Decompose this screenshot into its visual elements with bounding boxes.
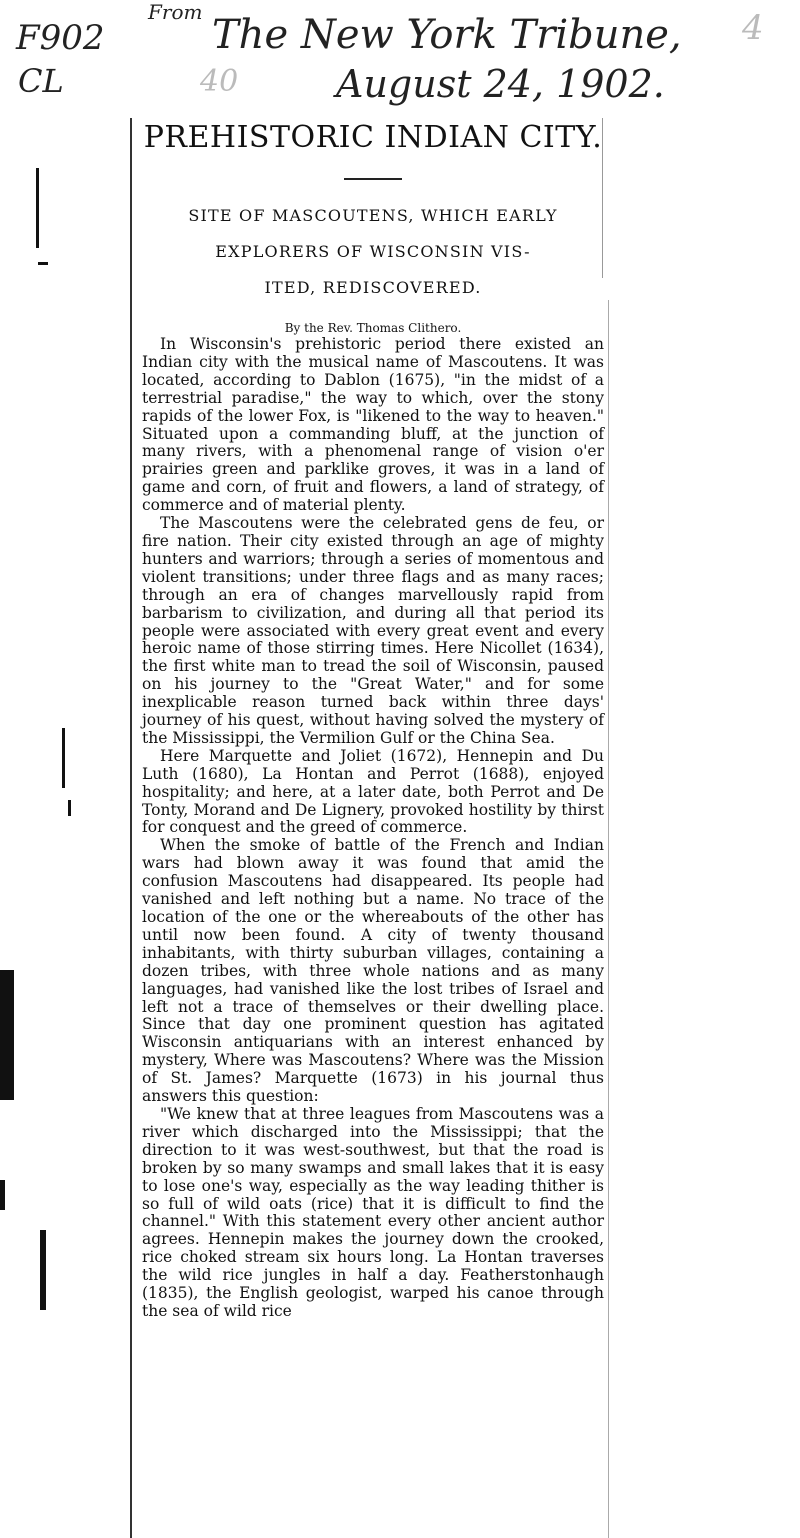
- byline: By the Rev. Thomas Clithero.: [284, 321, 462, 335]
- article-paragraph: Here Marquette and Joliet (1672), Hennepin and Du Luth (1680), La Hontan and Perrot (1688), enjoyed hospitality; and here, at a later date, both Perrot and De Tonty, Morand and De Lignery, provoked hostility by thirst for conquest and the greed of commerce.: [142, 746, 604, 837]
- article-paragraph: In Wisconsin's prehistoric period there existed an Indian city with the musical name of Mascoutens. It was located, according to Dablon (1675), "in the midst of a terrestrial paradise," the way to which, over the stony rapids of the lower Fox, is "likened to the way to heaven." Situated upon a commanding bluff, at the junction of many rivers, with a phenomenal range of vision o'er prairies green and parklike groves, it was in a land of game and corn, of fruit and flowers, a land of strategy, of commerce and of material plenty.: [142, 335, 604, 515]
- column-rule-right: [608, 300, 609, 1538]
- article-paragraph: "We knew that at three leagues from Mascoutens was a river which discharged into the Mississippi; that the direction to it was west-southwest, but that the road is broken by so many swamps and small lakes that it is easy to lose one's way, especially as the way leading thither is so full of wild oats (rice) that it is difficult to find the channel." With this statement every other ancient author agrees. Hennepin makes the journey down the crooked, rice choked stream six hours long. La Hontan traverses the wild rice jungles in half a day. Featherstonhaugh (1835), the English geologist, warped his canoe through the sea of wild rice: [142, 1104, 604, 1320]
- margin-mark: [0, 970, 14, 1100]
- handwritten-corner-mark: 4: [742, 8, 764, 48]
- article-paragraph: When the smoke of battle of the French and Indian wars had blown away it was found that amid the confusion Mascoutens had disappeared. Its people had vanished and left nothing but a name. No trace of the location of the one or the whereabouts of the other has until now been found. A city of twenty thousand inhabitants, with thirty suburban villages, containing a dozen tribes, with three whole nations and as many languages, had vanished like the lost tribes of Israel and left not a trace of themselves or their dwelling place. Since that day one prominent question has agitated Wisconsin antiquarians with an interest enhanced by mystery, Where was Mascoutens? Where was the Mission of St. James? Marquette (1673) in his journal thus answers this question:: [142, 836, 604, 1106]
- handwritten-catalog-code: F902: [16, 18, 105, 58]
- margin-mark: [38, 262, 48, 265]
- handwritten-page-number: 40: [200, 64, 239, 99]
- subheading-line: EXPLORERS OF WISCONSIN VIS-: [215, 242, 531, 261]
- subheading-line: ITED, REDISCOVERED.: [264, 278, 482, 297]
- handwritten-catalog-initials: CL: [18, 62, 64, 100]
- column-rule-left: [130, 118, 132, 1538]
- handwritten-source: The New York Tribune,: [212, 12, 682, 58]
- headline-divider: [344, 178, 402, 180]
- margin-mark: [62, 728, 65, 788]
- subheading-line: SITE OF MASCOUTENS, WHICH EARLY: [188, 206, 558, 225]
- article-headline: PREHISTORIC INDIAN CITY.: [143, 120, 603, 155]
- margin-mark: [0, 1180, 5, 1210]
- handwritten-from-label: From: [148, 0, 203, 24]
- margin-mark: [36, 168, 39, 248]
- handwritten-date: August 24, 1902.: [336, 62, 665, 106]
- margin-mark: [40, 1230, 46, 1310]
- article-paragraph: The Mascoutens were the celebrated gens de feu, or fire nation. Their city existed through an age of mighty hunters and warriors; through a series of momentous and violent transitions; under three flags and as many races; through an era of changes marvellously rapid from barbarism to civilization, and during all that period its people were associated with every great event and every heroic name of those stirring times. Here Nicollet (1634), the first white man to tread the soil of Wisconsin, paused on his journey to the "Great Water," and for some inexplicable reason turned back within three days' journey of his quest, without having solved the mystery of the Mississippi, the Vermilion Gulf or the China Sea.: [142, 514, 604, 747]
- newspaper-article: [142, 118, 604, 1321]
- margin-mark: [68, 800, 71, 816]
